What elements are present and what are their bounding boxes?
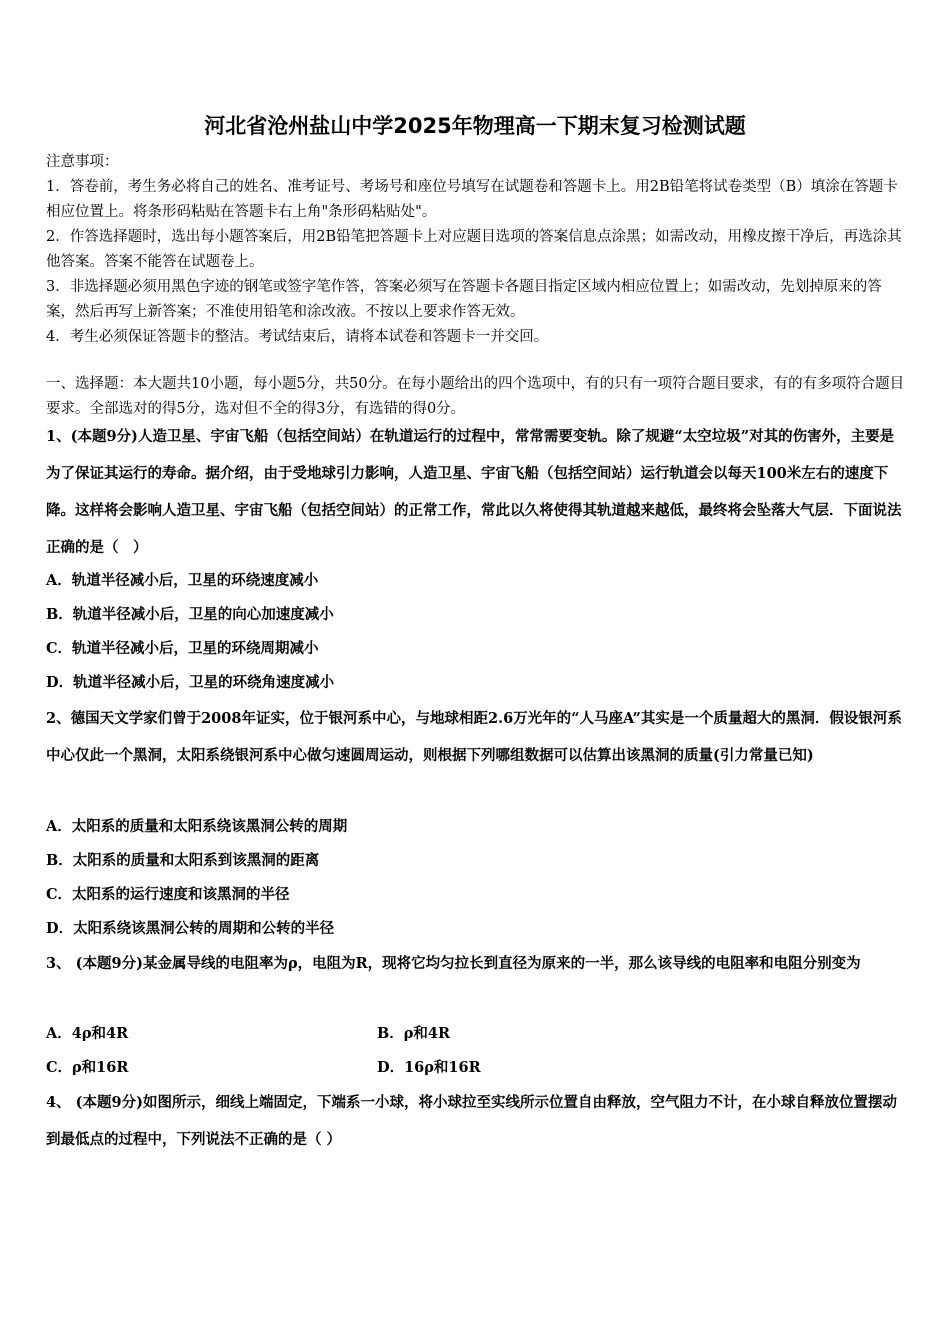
notes-item: 3．非选择题必须用黑色字迹的钢笔或签字笔作答，答案必须写在答题卡各题目指定区域内相应位置上；如需改动，先划掉原来的答案，然后再写上新答案；不准使用铅笔和涂改液。不按以上要求作答无效。 [46, 279, 882, 320]
question-stem: 1、(本题9分)人造卫星、宇宙飞船（包括空间站）在轨道运行的过程中，常常需要变轨。除了规避“太空垃圾”对其的伤害外，主要是为了保证其运行的寿命。据介绍，由于受地球引力影响，人造卫星、宇宙飞船（包括空间站）运行轨道会以每天100米左右的速度下降。这样将会影响人造卫星、宇宙飞船（包括空间站）的正常工作，常此以久将使得其轨道越来越低，最终将会坠落大气层．下面说法正确的是（ ） [46, 428, 902, 556]
question-2 [46, 700, 908, 774]
option-a: A．4ρ和4R [46, 1025, 129, 1042]
option-c: C．太阳系的运行速度和该黑洞的半径 [46, 886, 290, 903]
option-b: B．ρ和4R [377, 1025, 451, 1042]
notes-item: 2．作答选择题时，选出每小题答案后，用2B铅笔把答题卡上对应题目选项的答案信息点涂黑；如需改动，用橡皮擦干净后，再选涂其他答案。答案不能答在试题卷上。 [46, 229, 902, 270]
option-a: A．太阳系的质量和太阳系绕该黑洞公转的周期 [46, 818, 348, 835]
question-4 [46, 1084, 908, 1158]
option-c: C．轨道半径减小后，卫星的环绕周期减小 [46, 640, 319, 657]
option-b: B．轨道半径减小后，卫星的向心加速度减小 [46, 606, 334, 623]
notes-item: 1．答卷前，考生务必将自己的姓名、准考证号、考场号和座位号填写在试题卷和答题卡上。用2B铅笔将试卷类型（B）填涂在答题卡相应位置上。将条形码粘贴在答题卡右上角"条形码粘贴处"。 [46, 179, 898, 220]
notes-heading: 注意事项： [46, 154, 119, 170]
question-stem: 2、德国天文学家们曾于2008年证实，位于银河系中心，与地球相距2.6万光年的“人马座A”其实是一个质量超大的黑洞．假设银河系中心仅此一个黑洞，太阳系绕银河系中心做匀速圆周运动，则根据下列哪组数据可以估算出该黑洞的质量(引力常量已知) [46, 710, 902, 764]
notes-block [46, 150, 908, 350]
question-3 [46, 945, 908, 982]
option-b: B．太阳系的质量和太阳系到该黑洞的距离 [46, 852, 320, 869]
option-d: D．轨道半径减小后，卫星的环绕角速度减小 [46, 674, 335, 691]
question-stem: 3、 (本题9分)某金属导线的电阻率为ρ，电阻为R，现将它均匀拉长到直径为原来的一半，那么该导线的电阻率和电阻分别变为 [46, 955, 861, 972]
option-a: A．轨道半径减小后，卫星的环绕速度减小 [46, 572, 319, 589]
option-c: C．ρ和16R [46, 1059, 129, 1076]
option-d: D．16ρ和16R [377, 1059, 481, 1076]
option-d: D．太阳系绕该黑洞公转的周期和公转的半径 [46, 920, 335, 937]
section-heading [46, 372, 908, 422]
question-1 [46, 418, 908, 566]
notes-item: 4．考生必须保证答题卡的整洁。考试结束后，请将本试卷和答题卡一并交回。 [46, 329, 549, 345]
section-text: 一、选择题：本大题共10小题，每小题5分，共50分。在每小题给出的四个选项中，有的只有一项符合题目要求，有的有多项符合题目要求。全部选对的得5分，选对但不全的得3分，有选错的得0分。 [46, 376, 905, 417]
page-title: 河北省沧州盐山中学2025年物理高一下期末复习检测试题 [204, 114, 746, 138]
question-stem: 4、 (本题9分)如图所示，细线上端固定，下端系一小球，将小球拉至实线所示位置自由释放，空气阻力不计，在小球自释放位置摆动到最低点的过程中，下列说法不正确的是（ ） [46, 1094, 897, 1148]
